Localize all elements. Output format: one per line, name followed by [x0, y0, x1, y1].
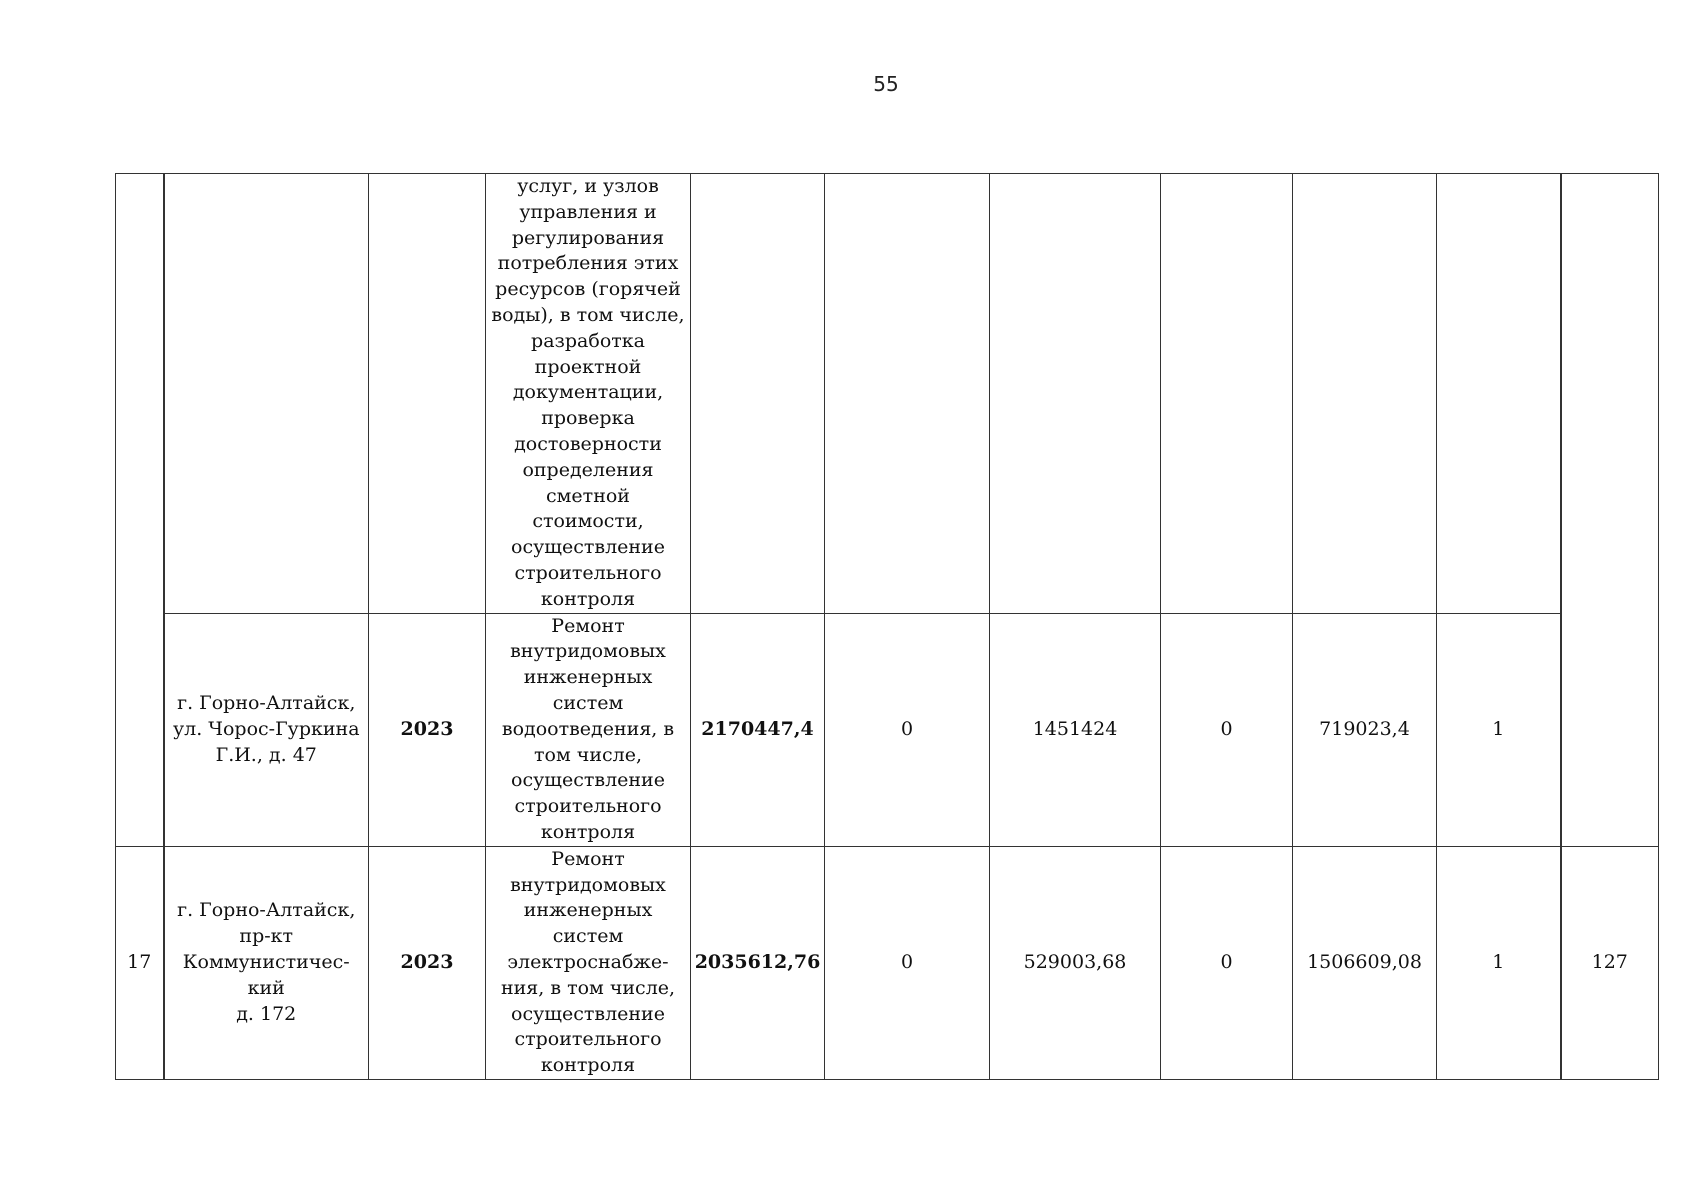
value-cell: 719023,4 [1293, 613, 1437, 846]
work-description-cell: услуг, и узлов управления и регулирования потребления этих ресурсов (горячей воды), в том числе, разработка проектной документации, проверка достоверности определения сметной стоимости, осуществление строительного контроля [486, 174, 691, 614]
value-cell: 0 [1161, 613, 1293, 846]
page-number: 55 [873, 72, 899, 96]
value-cell [1437, 174, 1561, 614]
value-cell: 0 [825, 613, 990, 846]
value-cell [990, 174, 1161, 614]
value-cell: 1506609,08 [1293, 846, 1437, 1079]
value-cell [1293, 174, 1437, 614]
table-row [116, 846, 1659, 1079]
table-row [116, 613, 1659, 846]
value-cell: 1 [1437, 846, 1561, 1079]
year-cell [369, 174, 486, 614]
data-table [115, 173, 1659, 1080]
value-cell: 1451424 [990, 613, 1161, 846]
table-row [116, 174, 1659, 614]
year-cell: 2023 [369, 846, 486, 1079]
total-cost-cell: 2035612,76 [691, 846, 825, 1079]
row-index-cell [116, 174, 164, 847]
address-cell: г. Горно-Алтайск, пр-кт Коммунистичес-кий д. 172 [164, 846, 369, 1079]
value-cell: 0 [1161, 846, 1293, 1079]
value-cell [1161, 174, 1293, 614]
value-cell [825, 174, 990, 614]
address-cell [164, 174, 369, 614]
work-description-cell: Ремонт внутридомовых инженерных систем электроснабже- ния, в том числе, осуществление строительного контроля [486, 846, 691, 1079]
total-cost-cell [691, 174, 825, 614]
row-index-cell: 17 [116, 846, 164, 1079]
total-cost-cell: 2170447,4 [691, 613, 825, 846]
address-cell: г. Горно-Алтайск, ул. Чорос-Гуркина Г.И., д. 47 [164, 613, 369, 846]
value-cell: 529003,68 [990, 846, 1161, 1079]
year-cell: 2023 [369, 613, 486, 846]
value-cell: 1 [1437, 613, 1561, 846]
work-description-cell: Ремонт внутридомовых инженерных систем водоотведения, в том числе, осуществление строительного контроля [486, 613, 691, 846]
last-column-cell: 127 [1561, 846, 1659, 1079]
value-cell: 0 [825, 846, 990, 1079]
last-column-cell [1561, 174, 1659, 847]
